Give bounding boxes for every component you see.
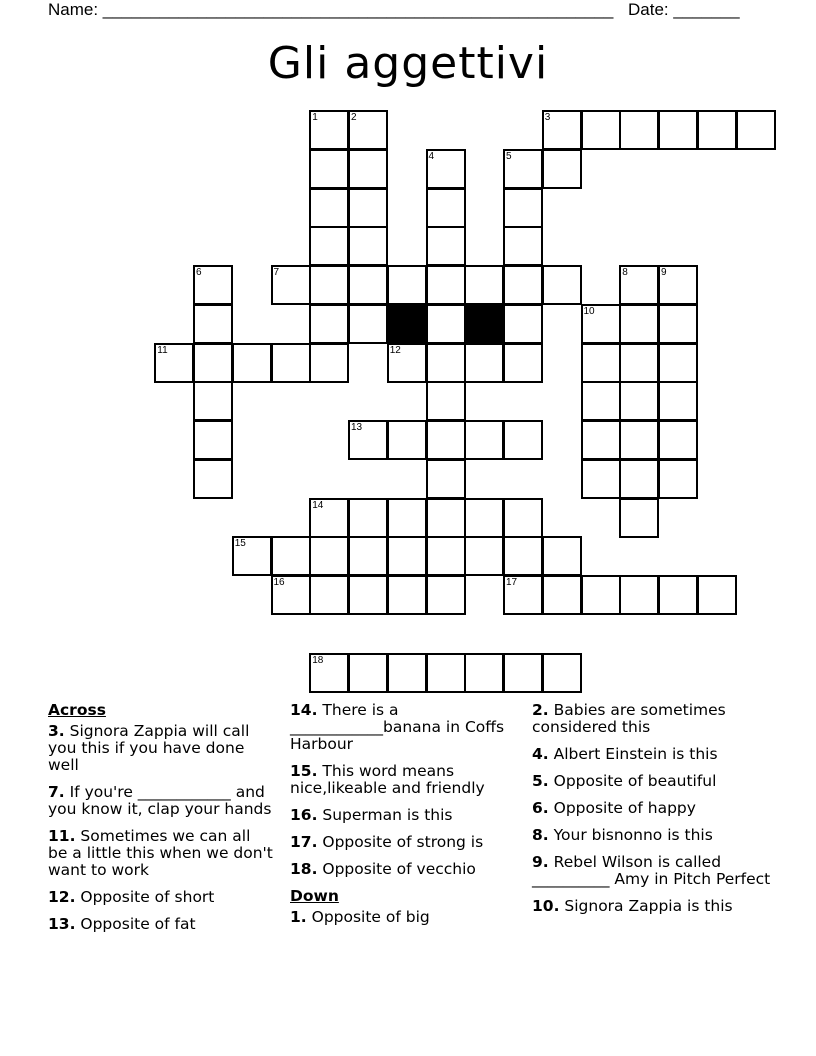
grid-cell[interactable] xyxy=(542,149,582,189)
clues-column-3 xyxy=(532,702,772,925)
grid-cell[interactable] xyxy=(348,420,388,460)
grid-cell[interactable] xyxy=(619,343,659,383)
grid-cell[interactable] xyxy=(309,536,349,576)
clue-number: 3 xyxy=(544,112,551,123)
grid-cell[interactable] xyxy=(309,188,349,228)
clue-text: Opposite of strong is xyxy=(317,833,484,851)
grid-cell[interactable] xyxy=(309,226,349,266)
grid-cell[interactable] xyxy=(581,575,621,615)
grid-cell[interactable] xyxy=(581,343,621,383)
down-clue xyxy=(532,854,772,888)
clue-text: Signora Zappia will call you this if you have done well xyxy=(48,722,250,774)
grid-cell[interactable] xyxy=(542,265,582,305)
clue-number-label: 1. xyxy=(290,908,307,926)
across-clue-list-cont xyxy=(290,702,515,878)
grid-cell[interactable] xyxy=(426,343,466,383)
clues-column-1 xyxy=(48,702,273,943)
grid-cell[interactable] xyxy=(503,149,543,189)
clue-number: 7 xyxy=(273,267,280,278)
grid-cell[interactable] xyxy=(426,653,466,693)
grid-cell[interactable] xyxy=(464,536,504,576)
across-clue xyxy=(48,889,273,906)
grid-cell[interactable] xyxy=(348,226,388,266)
clue-number: 18 xyxy=(312,654,324,666)
grid-cell[interactable] xyxy=(581,304,621,344)
clue-number-label: 8. xyxy=(532,826,549,844)
clue-text: Sometimes we can all be a little this when we don't want to work xyxy=(48,827,273,879)
clue-number: 6 xyxy=(196,267,202,278)
across-clue-list xyxy=(48,723,273,933)
clue-text: Your bisnonno is this xyxy=(548,826,713,844)
grid-cell[interactable] xyxy=(348,653,388,693)
grid-cell[interactable] xyxy=(619,498,659,538)
grid-cell[interactable] xyxy=(619,381,659,421)
grid-cell[interactable] xyxy=(193,265,233,305)
grid-cell[interactable] xyxy=(736,110,776,150)
grid-cell[interactable] xyxy=(348,575,388,615)
grid-cell[interactable] xyxy=(464,265,504,305)
clue-text: Superman is this xyxy=(317,806,453,824)
down-clue xyxy=(290,909,515,926)
clue-number: 15 xyxy=(234,538,246,550)
clue-number-label: 10. xyxy=(532,897,560,915)
grid-cell[interactable] xyxy=(193,304,233,344)
clue-text: Opposite of short xyxy=(75,888,215,906)
down-clue xyxy=(532,898,772,915)
clue-number: 13 xyxy=(351,422,363,433)
clue-text: If you're ____________ and you know it, clap your hands xyxy=(48,783,272,818)
grid-cell[interactable] xyxy=(581,420,621,460)
clue-number-label: 2. xyxy=(532,701,549,719)
grid-cell[interactable] xyxy=(426,381,466,421)
grid-cell[interactable] xyxy=(464,343,504,383)
grid-cell[interactable] xyxy=(348,498,388,538)
grid-cell[interactable] xyxy=(426,420,466,460)
clue-number: 12 xyxy=(389,344,401,356)
clues-column-2 xyxy=(290,702,515,936)
grid-cell[interactable] xyxy=(387,575,427,615)
grid-cell[interactable] xyxy=(426,575,466,615)
grid-cell[interactable] xyxy=(658,459,698,499)
grid-cell[interactable] xyxy=(348,304,388,344)
grid-cell[interactable] xyxy=(309,653,349,693)
grid-cell[interactable] xyxy=(426,304,466,344)
grid-cell[interactable] xyxy=(193,459,233,499)
clue-text: Signora Zappia is this xyxy=(559,897,733,915)
date-field-label: Date: _______ xyxy=(628,0,740,19)
grid-cell[interactable] xyxy=(348,536,388,576)
grid-cell[interactable] xyxy=(271,343,311,383)
across-clue xyxy=(290,702,515,753)
across-clue xyxy=(290,861,515,878)
clue-number-label: 15. xyxy=(290,762,318,780)
down-clue xyxy=(532,800,772,817)
clue-number: 5 xyxy=(506,150,512,162)
grid-cell[interactable] xyxy=(619,459,659,499)
down-clue xyxy=(532,773,772,790)
clue-number-label: 6. xyxy=(532,799,549,817)
clue-text: Babies are sometimes considered this xyxy=(532,701,726,736)
clue-number-label: 11. xyxy=(48,827,76,845)
grid-cell[interactable] xyxy=(658,381,698,421)
grid-cell[interactable] xyxy=(542,110,582,150)
grid-cell[interactable] xyxy=(619,304,659,344)
grid-cell[interactable] xyxy=(542,653,582,693)
grid-cell[interactable] xyxy=(697,575,737,615)
grid-cell[interactable] xyxy=(464,498,504,538)
grid-cell[interactable] xyxy=(503,420,543,460)
clue-number: 2 xyxy=(351,112,357,123)
clue-number: 9 xyxy=(661,267,667,278)
grid-cell[interactable] xyxy=(387,343,427,383)
grid-cell[interactable] xyxy=(697,110,737,150)
clue-number-label: 3. xyxy=(48,722,65,740)
grid-cell[interactable] xyxy=(387,265,427,305)
across-heading: Across xyxy=(48,701,106,719)
grid-cell[interactable] xyxy=(348,188,388,228)
down-clue-list-cont xyxy=(532,702,772,915)
grid-cell[interactable] xyxy=(387,420,427,460)
grid-cell[interactable] xyxy=(309,498,349,538)
clue-number: 4 xyxy=(428,150,435,162)
grid-cell[interactable] xyxy=(542,575,582,615)
grid-cell[interactable] xyxy=(426,226,466,266)
clue-number-label: 7. xyxy=(48,783,65,801)
across-clue xyxy=(48,916,273,933)
name-field-label: Name: ______________________________________________________ xyxy=(48,0,614,19)
clue-text: Opposite of beautiful xyxy=(548,772,717,790)
grid-cell[interactable] xyxy=(464,653,504,693)
across-clue xyxy=(48,828,273,879)
clue-text: There is a ____________banana in Coffs Harbour xyxy=(290,701,505,753)
clue-number-label: 4. xyxy=(532,745,549,763)
grid-cell[interactable] xyxy=(619,575,659,615)
clue-number-label: 9. xyxy=(532,853,549,871)
grid-cell[interactable] xyxy=(464,420,504,460)
clue-number-label: 14. xyxy=(290,701,318,719)
grid-cell[interactable] xyxy=(271,575,311,615)
grid-cell[interactable] xyxy=(503,304,543,344)
grid-cell[interactable] xyxy=(309,149,349,189)
grid-cell[interactable] xyxy=(387,536,427,576)
down-clue xyxy=(532,827,772,844)
grid-cell[interactable] xyxy=(271,265,311,305)
grid-cell[interactable] xyxy=(426,536,466,576)
grid-cell[interactable] xyxy=(581,110,621,150)
grid-cell[interactable] xyxy=(232,536,272,576)
grid-cell[interactable] xyxy=(271,536,311,576)
grid-cell[interactable] xyxy=(426,265,466,305)
grid-cell[interactable] xyxy=(503,343,543,383)
grid-cell[interactable] xyxy=(658,575,698,615)
grid-cell[interactable] xyxy=(348,110,388,150)
grid-cell[interactable] xyxy=(154,343,194,383)
grid-cell[interactable] xyxy=(193,343,233,383)
grid-cell[interactable] xyxy=(309,575,349,615)
grid-cell[interactable] xyxy=(619,420,659,460)
grid-cell[interactable] xyxy=(619,110,659,150)
clue-number: 14 xyxy=(312,499,324,511)
clue-number-label: 16. xyxy=(290,806,318,824)
grid-cell[interactable] xyxy=(581,459,621,499)
clue-number: 17 xyxy=(506,577,518,588)
clue-number-label: 5. xyxy=(532,772,549,790)
grid-cell[interactable] xyxy=(503,265,543,305)
clue-number: 1 xyxy=(312,112,318,123)
clue-number-label: 12. xyxy=(48,888,76,906)
grid-cell[interactable] xyxy=(426,188,466,228)
grid-cell-black xyxy=(387,304,427,344)
grid-cell[interactable] xyxy=(658,110,698,150)
grid-cell[interactable] xyxy=(503,226,543,266)
clue-number: 11 xyxy=(157,344,168,356)
grid-cell[interactable] xyxy=(619,265,659,305)
grid-cell[interactable] xyxy=(503,498,543,538)
down-heading: Down xyxy=(290,887,339,905)
grid-cell[interactable] xyxy=(581,381,621,421)
grid-cell[interactable] xyxy=(426,498,466,538)
clue-text: Opposite of big xyxy=(306,908,430,926)
clue-text: Rebel Wilson is called __________ Amy in Pitch Perfect xyxy=(532,853,771,888)
clue-number: 8 xyxy=(622,267,628,278)
grid-cell[interactable] xyxy=(309,265,349,305)
clue-number: 10 xyxy=(583,305,595,317)
down-clue xyxy=(532,702,772,736)
grid-cell[interactable] xyxy=(426,149,466,189)
grid-cell[interactable] xyxy=(309,343,349,383)
down-clue-list xyxy=(290,909,515,926)
clue-number: 16 xyxy=(273,577,285,588)
clue-text: Opposite of happy xyxy=(548,799,696,817)
clue-number-label: 18. xyxy=(290,860,318,878)
grid-cell[interactable] xyxy=(387,498,427,538)
clue-number-label: 13. xyxy=(48,915,76,933)
clue-text: Opposite of fat xyxy=(75,915,196,933)
grid-cell[interactable] xyxy=(658,343,698,383)
clue-number-label: 17. xyxy=(290,833,318,851)
grid-cell[interactable] xyxy=(503,536,543,576)
grid-cell[interactable] xyxy=(503,575,543,615)
grid-cell[interactable] xyxy=(348,149,388,189)
grid-cell[interactable] xyxy=(387,653,427,693)
grid-cell[interactable] xyxy=(658,265,698,305)
grid-cell[interactable] xyxy=(658,420,698,460)
grid-cell[interactable] xyxy=(348,265,388,305)
grid-cell[interactable] xyxy=(542,536,582,576)
grid-cell-black xyxy=(464,304,504,344)
across-clue xyxy=(48,784,273,818)
grid-cell[interactable] xyxy=(193,381,233,421)
grid-cell[interactable] xyxy=(426,459,466,499)
down-clue xyxy=(532,746,772,763)
grid-cell[interactable] xyxy=(309,304,349,344)
clue-text: Opposite of vecchio xyxy=(317,860,476,878)
grid-cell[interactable] xyxy=(658,304,698,344)
across-clue xyxy=(290,834,515,851)
across-clue xyxy=(290,763,515,797)
grid-cell[interactable] xyxy=(232,343,272,383)
across-clue xyxy=(48,723,273,774)
grid-cell[interactable] xyxy=(503,653,543,693)
page-title: Gli aggettivi xyxy=(267,38,549,89)
grid-cell[interactable] xyxy=(503,188,543,228)
clue-text: Albert Einstein is this xyxy=(548,745,718,763)
across-clue xyxy=(290,807,515,824)
clue-text: This word means nice,likeable and friendly xyxy=(290,762,485,797)
grid-cell[interactable] xyxy=(193,420,233,460)
grid-cell[interactable] xyxy=(309,110,349,150)
